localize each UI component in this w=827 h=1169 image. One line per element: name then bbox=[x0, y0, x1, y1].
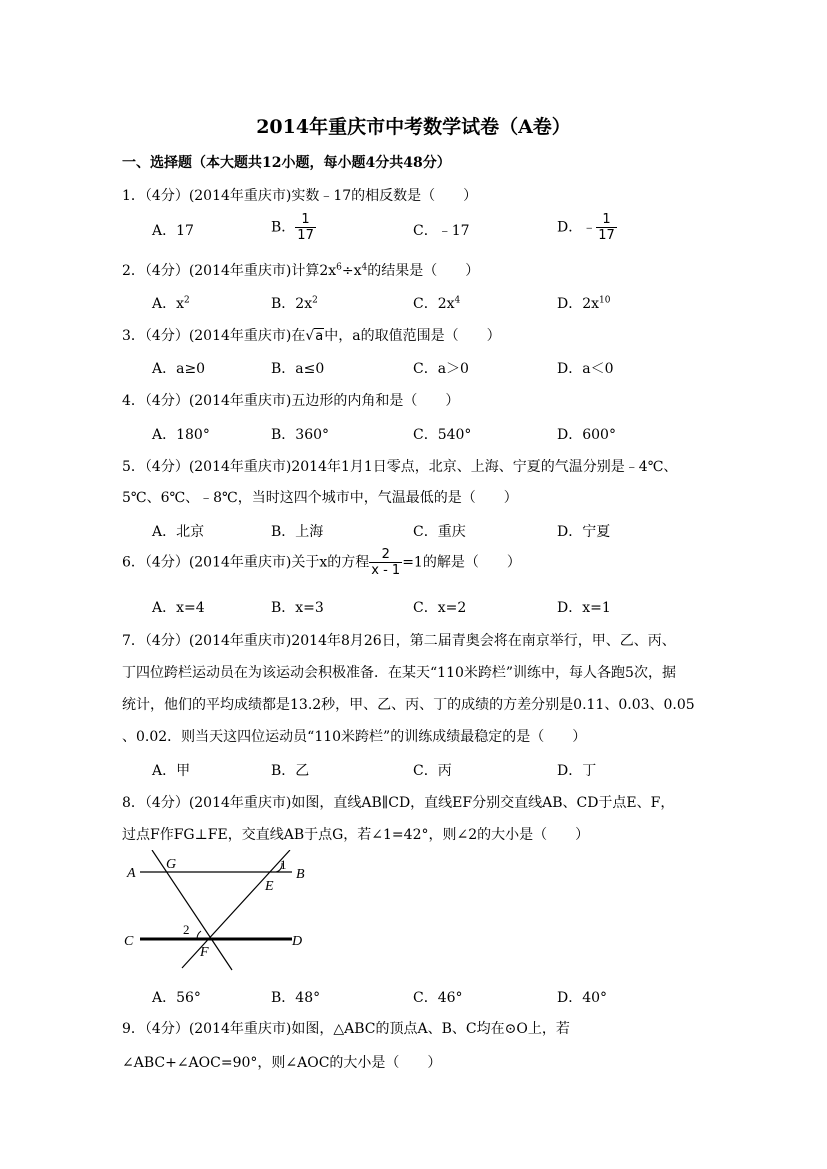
option-b: B．x=3 bbox=[271, 600, 324, 616]
line-ef bbox=[182, 850, 290, 968]
question-4-options bbox=[152, 424, 712, 446]
label-angle-2: 2 bbox=[183, 922, 190, 937]
option-d: D．600° bbox=[557, 427, 616, 443]
question-7-options bbox=[152, 760, 712, 782]
option-c: C．a＞0 bbox=[413, 361, 469, 377]
option-c: C．丙 bbox=[413, 763, 452, 779]
q2-text-mid: ÷x bbox=[341, 263, 362, 279]
section-heading: 一、选择题（本大题共12小题，每小题4分共48分） bbox=[122, 155, 451, 171]
option-d bbox=[557, 293, 610, 313]
question-6-options bbox=[152, 597, 712, 619]
exponent: 6 bbox=[336, 262, 342, 273]
option-c: C．重庆 bbox=[413, 524, 466, 540]
question-8-line-2: 过点F作FG⊥FE，交直线AB于点G，若∠1=42°，则∠2的大小是（ ） bbox=[122, 827, 590, 843]
radicand: a bbox=[315, 329, 324, 344]
q6-text-pre: 6．（4分）(2014年重庆市)关于x的方程 bbox=[122, 554, 370, 571]
option-d: D．40° bbox=[557, 990, 608, 1006]
exponent: 2 bbox=[312, 295, 318, 306]
option-c bbox=[413, 293, 460, 313]
label-c: C bbox=[124, 934, 134, 949]
option-b-label: B． bbox=[271, 219, 296, 236]
exponent: 2 bbox=[184, 295, 190, 306]
option-c: C．x=2 bbox=[413, 600, 467, 616]
label-a: A bbox=[127, 866, 136, 881]
option-b bbox=[271, 212, 316, 243]
option-a: A．x=4 bbox=[152, 600, 205, 616]
label-d: D bbox=[292, 934, 303, 949]
option-a: A．甲 bbox=[152, 763, 191, 779]
question-3-options bbox=[152, 358, 712, 380]
option-a: A．17 bbox=[152, 223, 194, 239]
q6-text-post: =1的解是（ ） bbox=[402, 554, 521, 571]
exponent: 4 bbox=[454, 295, 461, 306]
option-b: B．48° bbox=[271, 990, 321, 1006]
question-7-line-1: 7．（4分）(2014年重庆市)2014年8月26日，第二届青奥会将在南京举行，甲、乙、丙、 bbox=[122, 633, 676, 649]
option-a: A．180° bbox=[152, 427, 210, 443]
fraction-denominator: x - 1 bbox=[371, 563, 401, 578]
question-7-line-3: 统计，他们的平均成绩都是13.2秒，甲、乙、丙、丁的成绩的方差分别是0.11、0.03、0.05 bbox=[122, 697, 695, 713]
question-5-line-2: 5℃、6℃、﹣8℃，当时这四个城市中，气温最低的是（ ） bbox=[122, 490, 518, 506]
label-e: E bbox=[265, 879, 274, 894]
fraction-numerator: 1 bbox=[596, 212, 617, 228]
fraction-numerator: 2 bbox=[369, 547, 402, 563]
option-b: B．360° bbox=[271, 427, 330, 443]
question-7-line-4: 、0.02．则当天这四位运动员“110米跨栏”的训练成绩最稳定的是（ ） bbox=[122, 729, 587, 745]
option-d-text: D．2x bbox=[557, 296, 600, 312]
question-2-options bbox=[152, 293, 712, 315]
question-6 bbox=[122, 547, 521, 578]
exponent: 10 bbox=[599, 295, 611, 306]
exponent: 4 bbox=[361, 262, 368, 273]
q2-text-post: 的结果是（ ） bbox=[367, 263, 480, 279]
question-8-line-1: 8．（4分）(2014年重庆市)如图，直线AB∥CD，直线EF分别交直线AB、CD于点E、F， bbox=[122, 795, 675, 811]
fraction-numerator: 1 bbox=[295, 212, 316, 228]
option-a bbox=[152, 293, 190, 313]
question-1-options bbox=[152, 212, 712, 243]
question-1: 1．（4分）(2014年重庆市)实数﹣17的相反数是（ ） bbox=[122, 188, 478, 204]
option-d: D．丁 bbox=[557, 763, 597, 779]
label-b: B bbox=[296, 867, 305, 882]
option-c: C．46° bbox=[413, 990, 463, 1006]
fraction bbox=[295, 212, 316, 243]
question-7-line-2: 丁四位跨栏运动员在为该运动会积极准备．在某天“110米跨栏”训练中，每人各跑5次，据 bbox=[122, 665, 676, 681]
q3-text-post: 中，a的取值范围是（ ） bbox=[324, 328, 501, 344]
option-a: A．北京 bbox=[152, 524, 205, 540]
option-b: B．a≤0 bbox=[271, 361, 325, 377]
question-8-options bbox=[152, 987, 712, 1009]
option-d-label: D．﹣ bbox=[557, 219, 597, 236]
question-9-line-2: ∠ABC+∠AOC=90°，则∠AOC的大小是（ ） bbox=[122, 1055, 442, 1071]
option-a-text: A．x bbox=[152, 296, 185, 312]
option-d: D．宁夏 bbox=[557, 524, 611, 540]
line-gf bbox=[152, 850, 232, 970]
fraction bbox=[369, 547, 402, 578]
square-root: √a bbox=[305, 328, 324, 344]
option-c: C．540° bbox=[413, 427, 472, 443]
fraction-denominator: 17 bbox=[598, 228, 615, 243]
q2-text-pre: 2．（4分）(2014年重庆市)计算2x bbox=[122, 263, 337, 279]
question-5-line-1: 5．（4分）(2014年重庆市)2014年1月1日零点，北京、上海、宁夏的气温分别是﹣4℃、 bbox=[122, 459, 678, 475]
question-5-options bbox=[152, 521, 712, 543]
option-b: B．乙 bbox=[271, 763, 310, 779]
question-2 bbox=[122, 260, 479, 280]
option-d: D．x=1 bbox=[557, 600, 611, 616]
label-g: G bbox=[166, 857, 177, 872]
label-angle-1: 1 bbox=[280, 857, 287, 872]
option-b bbox=[271, 293, 318, 313]
q3-text-pre: 3．（4分）(2014年重庆市)在 bbox=[122, 328, 306, 344]
question-4: 4．（4分）(2014年重庆市)五边形的内角和是（ ） bbox=[122, 393, 460, 409]
geometry-figure bbox=[122, 850, 322, 975]
option-c-text: C．2x bbox=[413, 296, 455, 312]
option-b: B．上海 bbox=[271, 524, 324, 540]
fraction bbox=[596, 212, 617, 243]
option-c: C．﹣17 bbox=[413, 223, 470, 239]
page-title: 2014年重庆市中考数学试卷（A卷） bbox=[256, 116, 571, 138]
question-3 bbox=[122, 325, 501, 345]
option-b-text: B．2x bbox=[271, 296, 313, 312]
option-a: A．a≥0 bbox=[152, 361, 206, 377]
option-d: D．a＜0 bbox=[557, 361, 614, 377]
option-d bbox=[557, 212, 617, 243]
fraction-denominator: 17 bbox=[297, 228, 314, 243]
label-f: F bbox=[200, 945, 209, 960]
option-a: A．56° bbox=[152, 990, 201, 1006]
question-9-line-1: 9．（4分）(2014年重庆市)如图，△ABC的顶点A、B、C均在⊙O上，若 bbox=[122, 1021, 570, 1037]
